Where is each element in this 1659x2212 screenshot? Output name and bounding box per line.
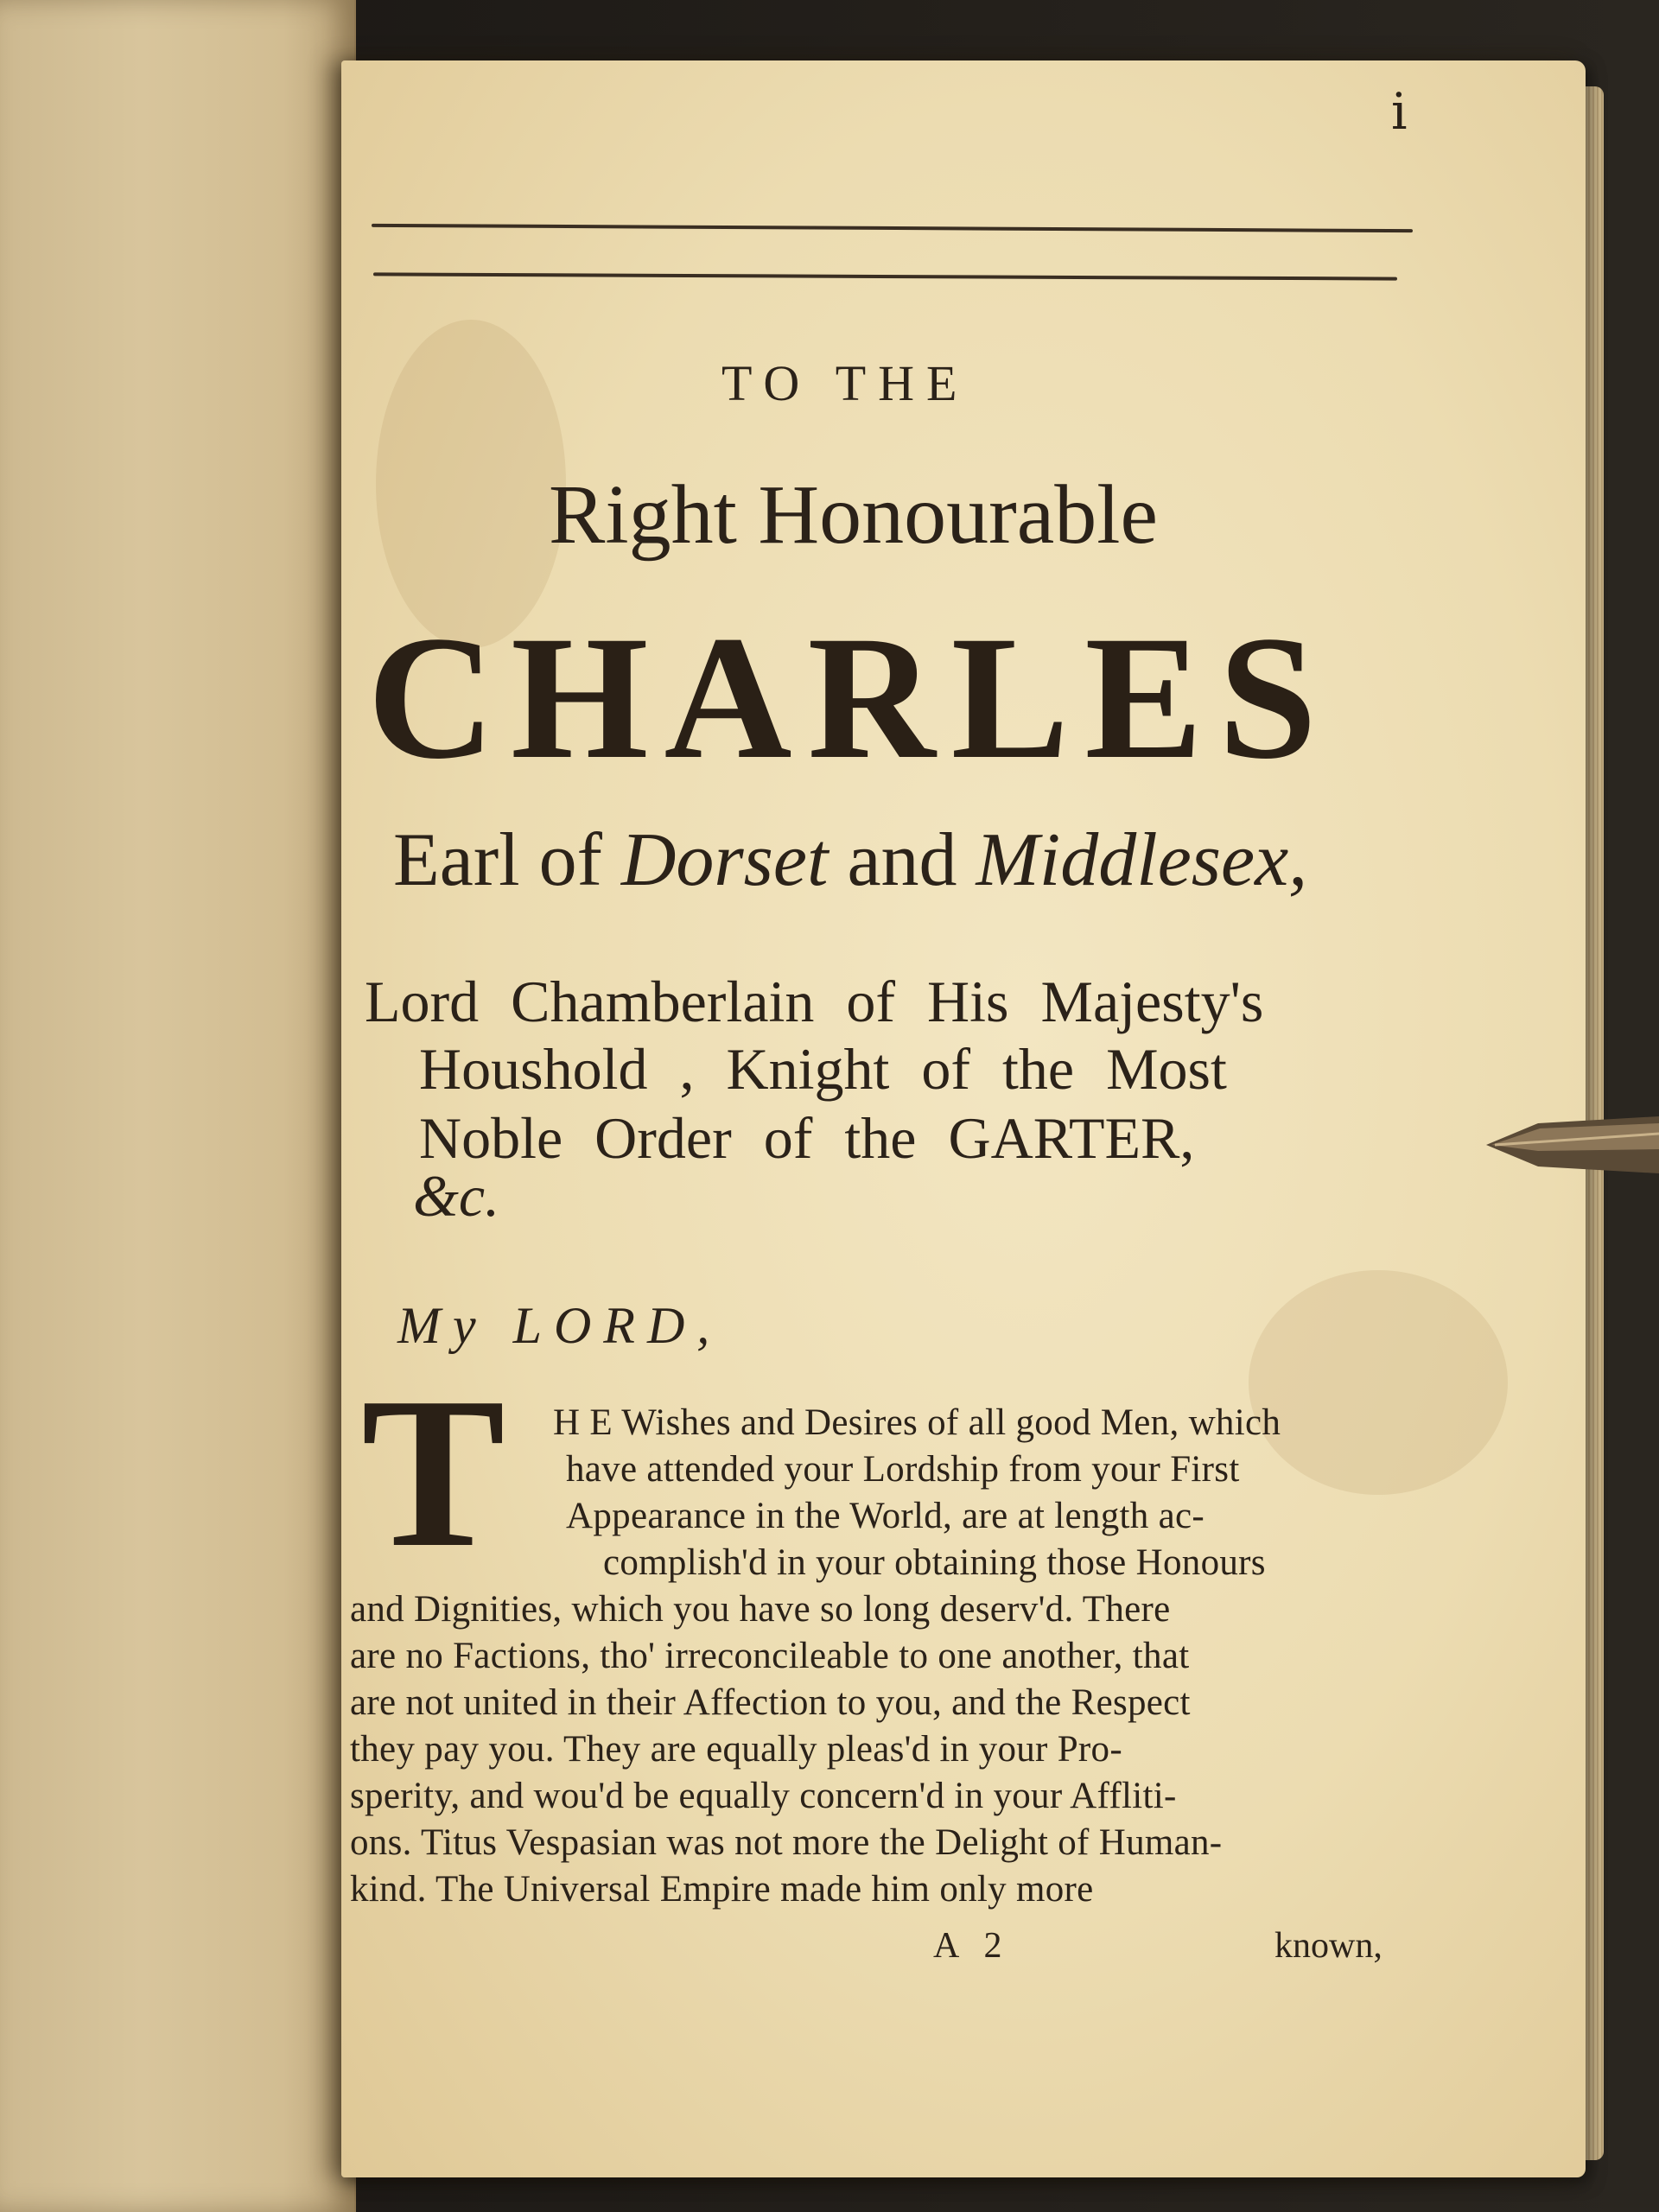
earl-prefix: Earl of — [393, 818, 621, 902]
place-middlesex: Middlesex, — [976, 818, 1308, 902]
title-line-3: Noble Order of the GARTER, — [419, 1105, 1195, 1171]
title-line-4: &c. — [413, 1163, 500, 1229]
earl-and: and — [828, 818, 976, 902]
age-stain — [1249, 1270, 1508, 1495]
salutation: My LORD, — [397, 1297, 722, 1354]
body-line: are no Factions, tho' irreconcileable to one another, that — [350, 1636, 1190, 1676]
bookmark-pointer-icon — [1486, 1115, 1659, 1175]
honorific: Right Honourable — [549, 468, 1158, 562]
body-line: and Dignities, which you have so long deserv'd. There — [350, 1589, 1171, 1630]
catchword: known, — [1274, 1926, 1382, 1966]
title-line-2: Houshold , Knight of the Most — [419, 1036, 1227, 1102]
body-line: complish'd in your obtaining those Honours — [603, 1542, 1266, 1583]
body-line: sperity, and wou'd be equally concern'd in your Affliti- — [350, 1776, 1177, 1816]
body-line: ons. Titus Vespasian was not more the Delight of Human- — [350, 1822, 1223, 1863]
body-line: kind. The Universal Empire made him only more — [350, 1869, 1094, 1910]
page-number: i — [1391, 82, 1408, 141]
title-line-1: Lord Chamberlain of His Majesty's — [365, 969, 1264, 1034]
dedicatee-name: CHARLES — [367, 600, 1333, 796]
place-dorset: Dorset — [620, 818, 829, 902]
body-line: have attended your Lordship from your First — [566, 1449, 1240, 1490]
earl-title — [393, 817, 1307, 904]
signature-mark: A 2 — [933, 1926, 1011, 1966]
heading-to-the: TO THE — [721, 355, 969, 411]
body-line: H E Wishes and Desires of all good Men, which — [553, 1402, 1281, 1443]
body-line: Appearance in the World, are at length ac- — [566, 1496, 1205, 1536]
left-flyleaf — [0, 0, 356, 2212]
body-line: are not united in their Affection to you, and the Respect — [350, 1682, 1191, 1723]
drop-cap: T — [361, 1353, 505, 1592]
body-line: they pay you. They are equally pleas'd in your Pro- — [350, 1729, 1122, 1770]
